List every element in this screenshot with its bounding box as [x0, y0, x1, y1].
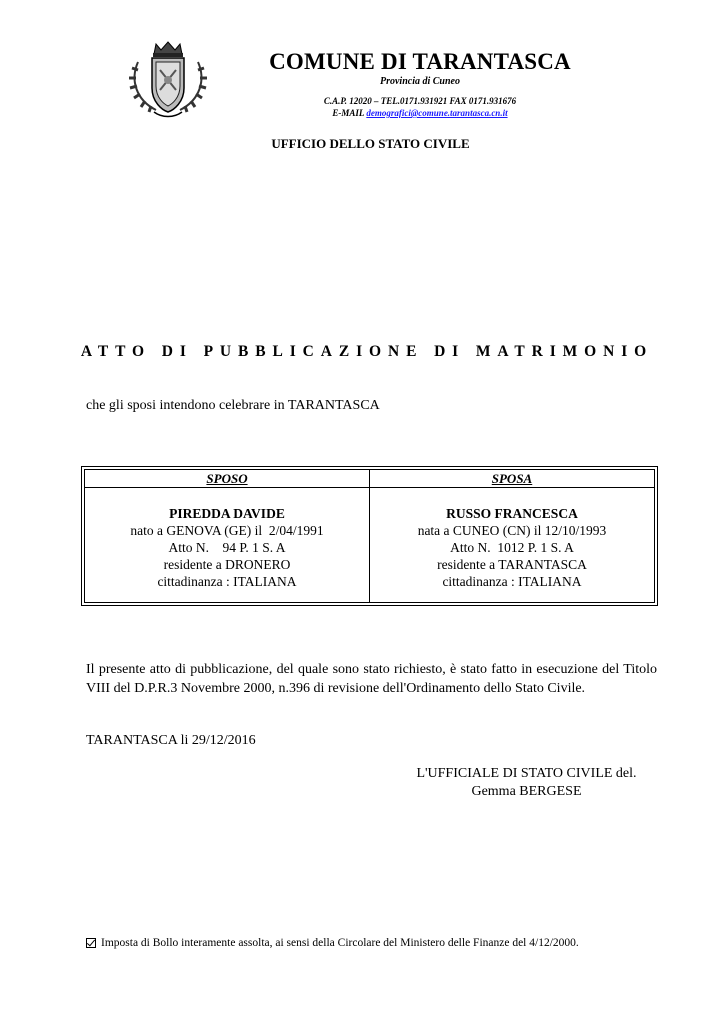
spouses-table — [81, 466, 658, 606]
email-label: E-MAIL — [332, 108, 367, 118]
stamp-duty-text: Imposta di Bollo interamente assolta, ai sensi della Circolare del Ministero delle Finanze del 4/12/2000. — [101, 937, 579, 949]
contact-line: C.A.P. 12020 – TEL.0171.931921 FAX 0171.931676 — [323, 96, 517, 106]
bride-column — [369, 470, 654, 602]
document-title: ATTO DI PUBBLICAZIONE DI MATRIMONIO — [80, 343, 654, 360]
email-line — [250, 107, 590, 119]
groom-name: PIREDDA DAVIDE — [169, 506, 285, 521]
groom-citizenship: cittadinanza : ITALIANA — [157, 574, 297, 589]
stamp-duty-note — [86, 937, 579, 949]
groom-column — [85, 470, 369, 602]
bride-residence: residente a TARANTASCA — [437, 557, 587, 572]
legal-paragraph: Il presente atto di pubblicazione, del quale sono stato richiesto, è stato fatto in esecuzione del Titolo VIII del D.P.R.3 Novembre 2000, n.396 di revisione dell'Ordinamento dello Stato Civile. — [86, 662, 657, 696]
groom-residence: residente a DRONERO — [163, 557, 291, 572]
bride-birth: nata a CUNEO (CN) il 12/10/1993 — [417, 523, 607, 538]
contact-block — [250, 95, 590, 119]
bride-citizenship: cittadinanza : ITALIANA — [442, 574, 582, 589]
email-link[interactable]: demografici@comune.tarantasca.cn.it — [366, 108, 508, 118]
municipality-name: COMUNE DI TARANTASCA — [269, 49, 571, 74]
place-date: TARANTASCA li 29/12/2016 — [86, 733, 256, 748]
groom-act: Atto N. 94 P. 1 S. A — [168, 540, 286, 555]
bride-heading: SPOSA — [370, 470, 654, 488]
bride-act: Atto N. 1012 P. 1 S. A — [450, 540, 574, 555]
province-label: Provincia di Cuneo — [379, 76, 460, 87]
intro-text: che gli sposi intendono celebrare in TARANTASCA — [86, 398, 380, 413]
bride-name: RUSSO FRANCESCA — [446, 506, 578, 521]
officer-signature-block — [384, 765, 669, 801]
office-heading: UFFICIO DELLO STATO CIVILE — [271, 136, 470, 151]
officer-name: Gemma BERGESE — [471, 784, 582, 799]
groom-birth: nato a GENOVA (GE) il 2/04/1991 — [130, 523, 324, 538]
coat-of-arms-icon — [126, 40, 210, 120]
officer-title: L'UFFICIALE DI STATO CIVILE del. — [416, 766, 637, 781]
groom-heading: SPOSO — [85, 470, 369, 488]
checked-box-icon — [86, 938, 96, 948]
